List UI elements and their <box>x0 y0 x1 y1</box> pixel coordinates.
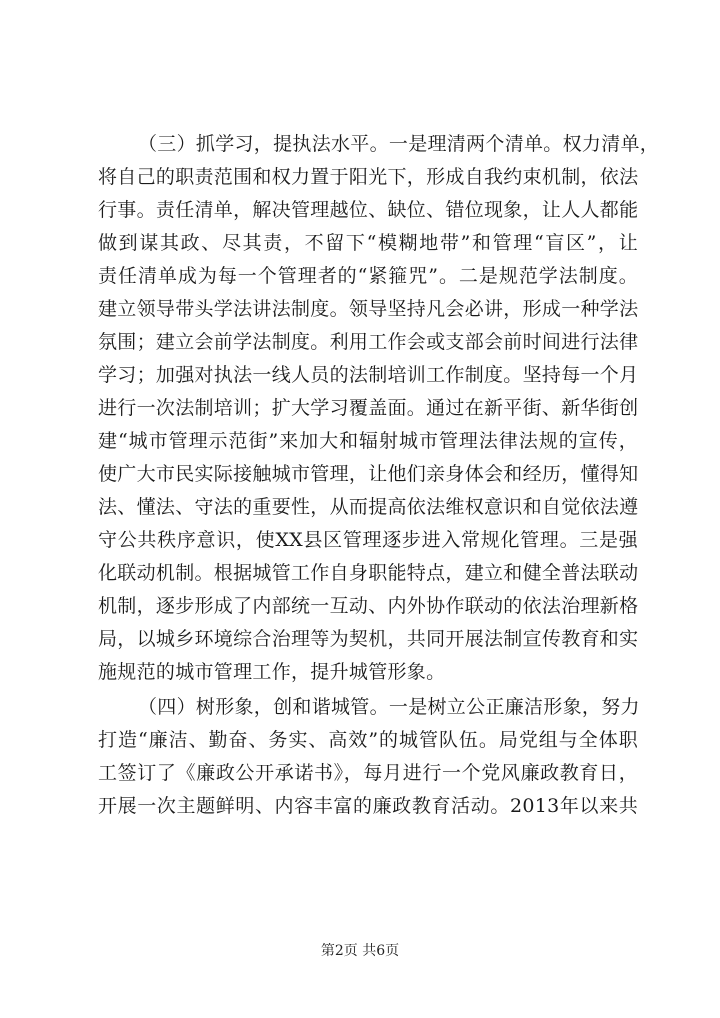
page-footer <box>0 940 720 960</box>
paragraph-3-line-16: 局，以城乡环境综合治理等为契机，共同开展法制宣传教育和实 <box>98 628 639 650</box>
paragraph-3-line-5: 责任清单成为每一个管理者的“紧箍咒”。二是规范学法制度。 <box>98 265 638 287</box>
paragraph-3-line-17: 施规范的城市管理工作，提升城管形象。 <box>98 661 446 683</box>
paragraph-3-line-7: 氛围；建立会前学法制度。利用工作会或支部会前时间进行法律 <box>98 331 639 353</box>
paragraph-4-line-3: 工签订了《廉政公开承诺书》，每月进行一个党风廉政教育日， <box>98 762 638 784</box>
paragraph-3-line-4: 做到谋其政、尽其责，不留下“模糊地带”和管理“盲区”，让 <box>98 232 638 254</box>
paragraph-3-line-13: 守公共秩序意识，使XX县区管理逐步进入常规化管理。三是强 <box>98 529 638 551</box>
paragraph-3-line-2: 将自己的职责范围和权力置于阳光下，形成自我约束机制，依法 <box>98 166 639 188</box>
paragraph-3-line-10: 建“城市管理示范街”来加大和辐射城市管理法律法规的宣传， <box>98 430 638 452</box>
paragraph-3-line-6: 建立领导带头学法讲法制度。领导坚持凡会必讲，形成一种学法 <box>98 298 639 320</box>
paragraph-3-line-3: 行事。责任清单，解决管理越位、缺位、错位现象，让人人都能 <box>98 199 639 221</box>
paragraph-3-line-11: 使广大市民实际接触城市管理，让他们亲身体会和经历，懂得知 <box>98 463 639 485</box>
paragraph-3-line-9: 进行一次法制培训；扩大学习覆盖面。通过在新平街、新华街创 <box>98 397 639 419</box>
paragraph-3-line-14: 化联动机制。根据城管工作自身职能特点，建立和健全普法联动 <box>98 562 639 584</box>
paragraph-3-line-12: 法、懂法、守法的重要性，从而提高依法维权意识和自觉依法遵 <box>98 496 639 518</box>
paragraph-4-line-1: （四）树形象，创和谐城管。一是树立公正廉洁形象，努力 <box>138 696 640 718</box>
paragraph-3-line-8: 学习；加强对执法一线人员的法制培训工作制度。坚持每一个月 <box>98 364 639 386</box>
paragraph-4-line-2: 打造“廉洁、勤奋、务实、高效”的城管队伍。局党组与全体职 <box>98 729 638 751</box>
document-body <box>98 128 660 823</box>
paragraph-3-line-15: 机制，逐步形成了内部统一互动、内外协作联动的依法治理新格 <box>98 595 639 617</box>
paragraph-4-line-4: 开展一次主题鲜明、内容丰富的廉政教育活动。2013年以来共 <box>98 795 638 817</box>
paragraph-3-line-1: （三）抓学习，提执法水平。一是理清两个清单。权力清单， <box>138 133 660 155</box>
page-number-label: 第2页 共6页 <box>320 943 400 959</box>
